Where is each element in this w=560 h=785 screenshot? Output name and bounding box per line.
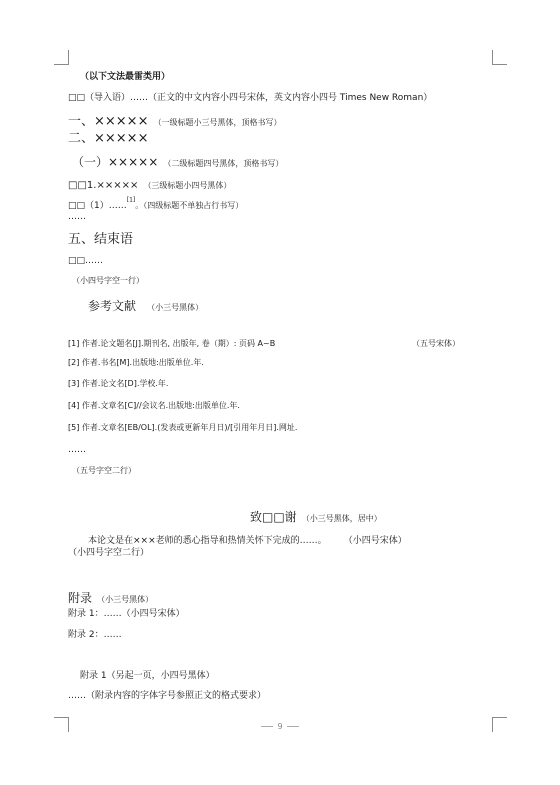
heading-level1-one: [68, 110, 282, 130]
format-note: （小三号黑体，居中）: [301, 514, 382, 523]
heading-level4: [68, 193, 243, 212]
format-note: （小三号黑体）: [147, 303, 204, 312]
citation-marker: [1]: [126, 196, 136, 204]
heading-text: 参考文献: [88, 299, 137, 313]
spacing-note-two-lines: （小四号字空二行）: [68, 548, 150, 558]
appendix-item-2: 附录 2：……: [68, 630, 122, 640]
reference-item-1: [1] 作者.论文题名[J].期刊名, 出版年, 卷（期）: 页码 A~B: [68, 339, 276, 348]
reference-item-4: [4] 作者.文章名[C]//会议名.出版地:出版单位.年.: [68, 401, 240, 410]
page-number-dash-left: [261, 726, 273, 727]
conclusion-body: □□……: [68, 256, 104, 266]
reference-format-note: （五号宋体）: [412, 339, 460, 348]
crop-mark-top-left: [54, 50, 69, 65]
reference-item-2: [2] 作者.书名[M].出版地:出版单位.年.: [68, 358, 204, 367]
format-note: （三级标题小四号黑体）: [143, 181, 232, 190]
format-note: 。（四级标题不单独占行书写）: [135, 201, 244, 210]
reference-item-5: [5] 作者.文章名[EB/OL].(发表或更新年月日)/[引用年月日].网址.: [68, 423, 298, 432]
format-note: （二级标题四号黑体，顶格书写）: [163, 159, 284, 168]
page-number-value: 9: [277, 722, 283, 731]
heading-text: 致□□谢: [250, 510, 297, 524]
heading-level2: [72, 151, 283, 170]
appendix-heading: [68, 587, 153, 606]
acknowledgement-body: [88, 528, 407, 547]
ellipsis-line: ……: [68, 445, 86, 455]
heading-text: 附录: [68, 591, 93, 605]
format-note: （一级标题小三号黑体，顶格书写）: [153, 118, 282, 127]
appendix-content-note: ……（附录内容的字体字号参照正文的格式要求）: [68, 691, 267, 701]
spacing-note-two-lines: （五号字空二行）: [72, 466, 136, 475]
acknowledgement-heading: [250, 506, 382, 525]
heading-level3: [68, 173, 231, 192]
appendix-item-1: 附录 1：……（小四号宋体）: [68, 609, 185, 619]
format-note: （小三号黑体）: [97, 595, 154, 604]
intro-line: □□（导入语）……（正文的中文内容小四号宋体，英文内容小四号 Times New Roman）: [68, 93, 433, 103]
section-note: （以下文法最雷类用）: [80, 72, 171, 82]
heading-text: 一、×××××: [68, 114, 149, 129]
heading-text: □□（1）……: [68, 201, 127, 211]
references-heading: [88, 295, 203, 314]
body-text: 本论文是在×××老师的悉心指导和热情关怀下完成的……。: [88, 536, 327, 546]
heading-text: （一）×××××: [72, 155, 159, 169]
reference-item-3: [3] 作者.论文名[D].学校.年.: [68, 379, 169, 388]
heading-text: □□1.×××××: [68, 180, 139, 191]
crop-mark-top-right: [492, 50, 507, 65]
appendix-page-heading: 附录 1（另起一页，小四号黑体）: [80, 671, 215, 681]
heading-level1-two: 二、×××××: [68, 131, 149, 146]
page-number: [0, 722, 560, 731]
conclusion-heading: 五、结束语: [68, 232, 134, 247]
ellipsis-line: ……: [68, 212, 86, 222]
page-number-dash-right: [287, 726, 299, 727]
format-note: （小四号宋体）: [343, 536, 407, 546]
spacing-note-one-line: （小四号字空一行）: [72, 276, 144, 285]
